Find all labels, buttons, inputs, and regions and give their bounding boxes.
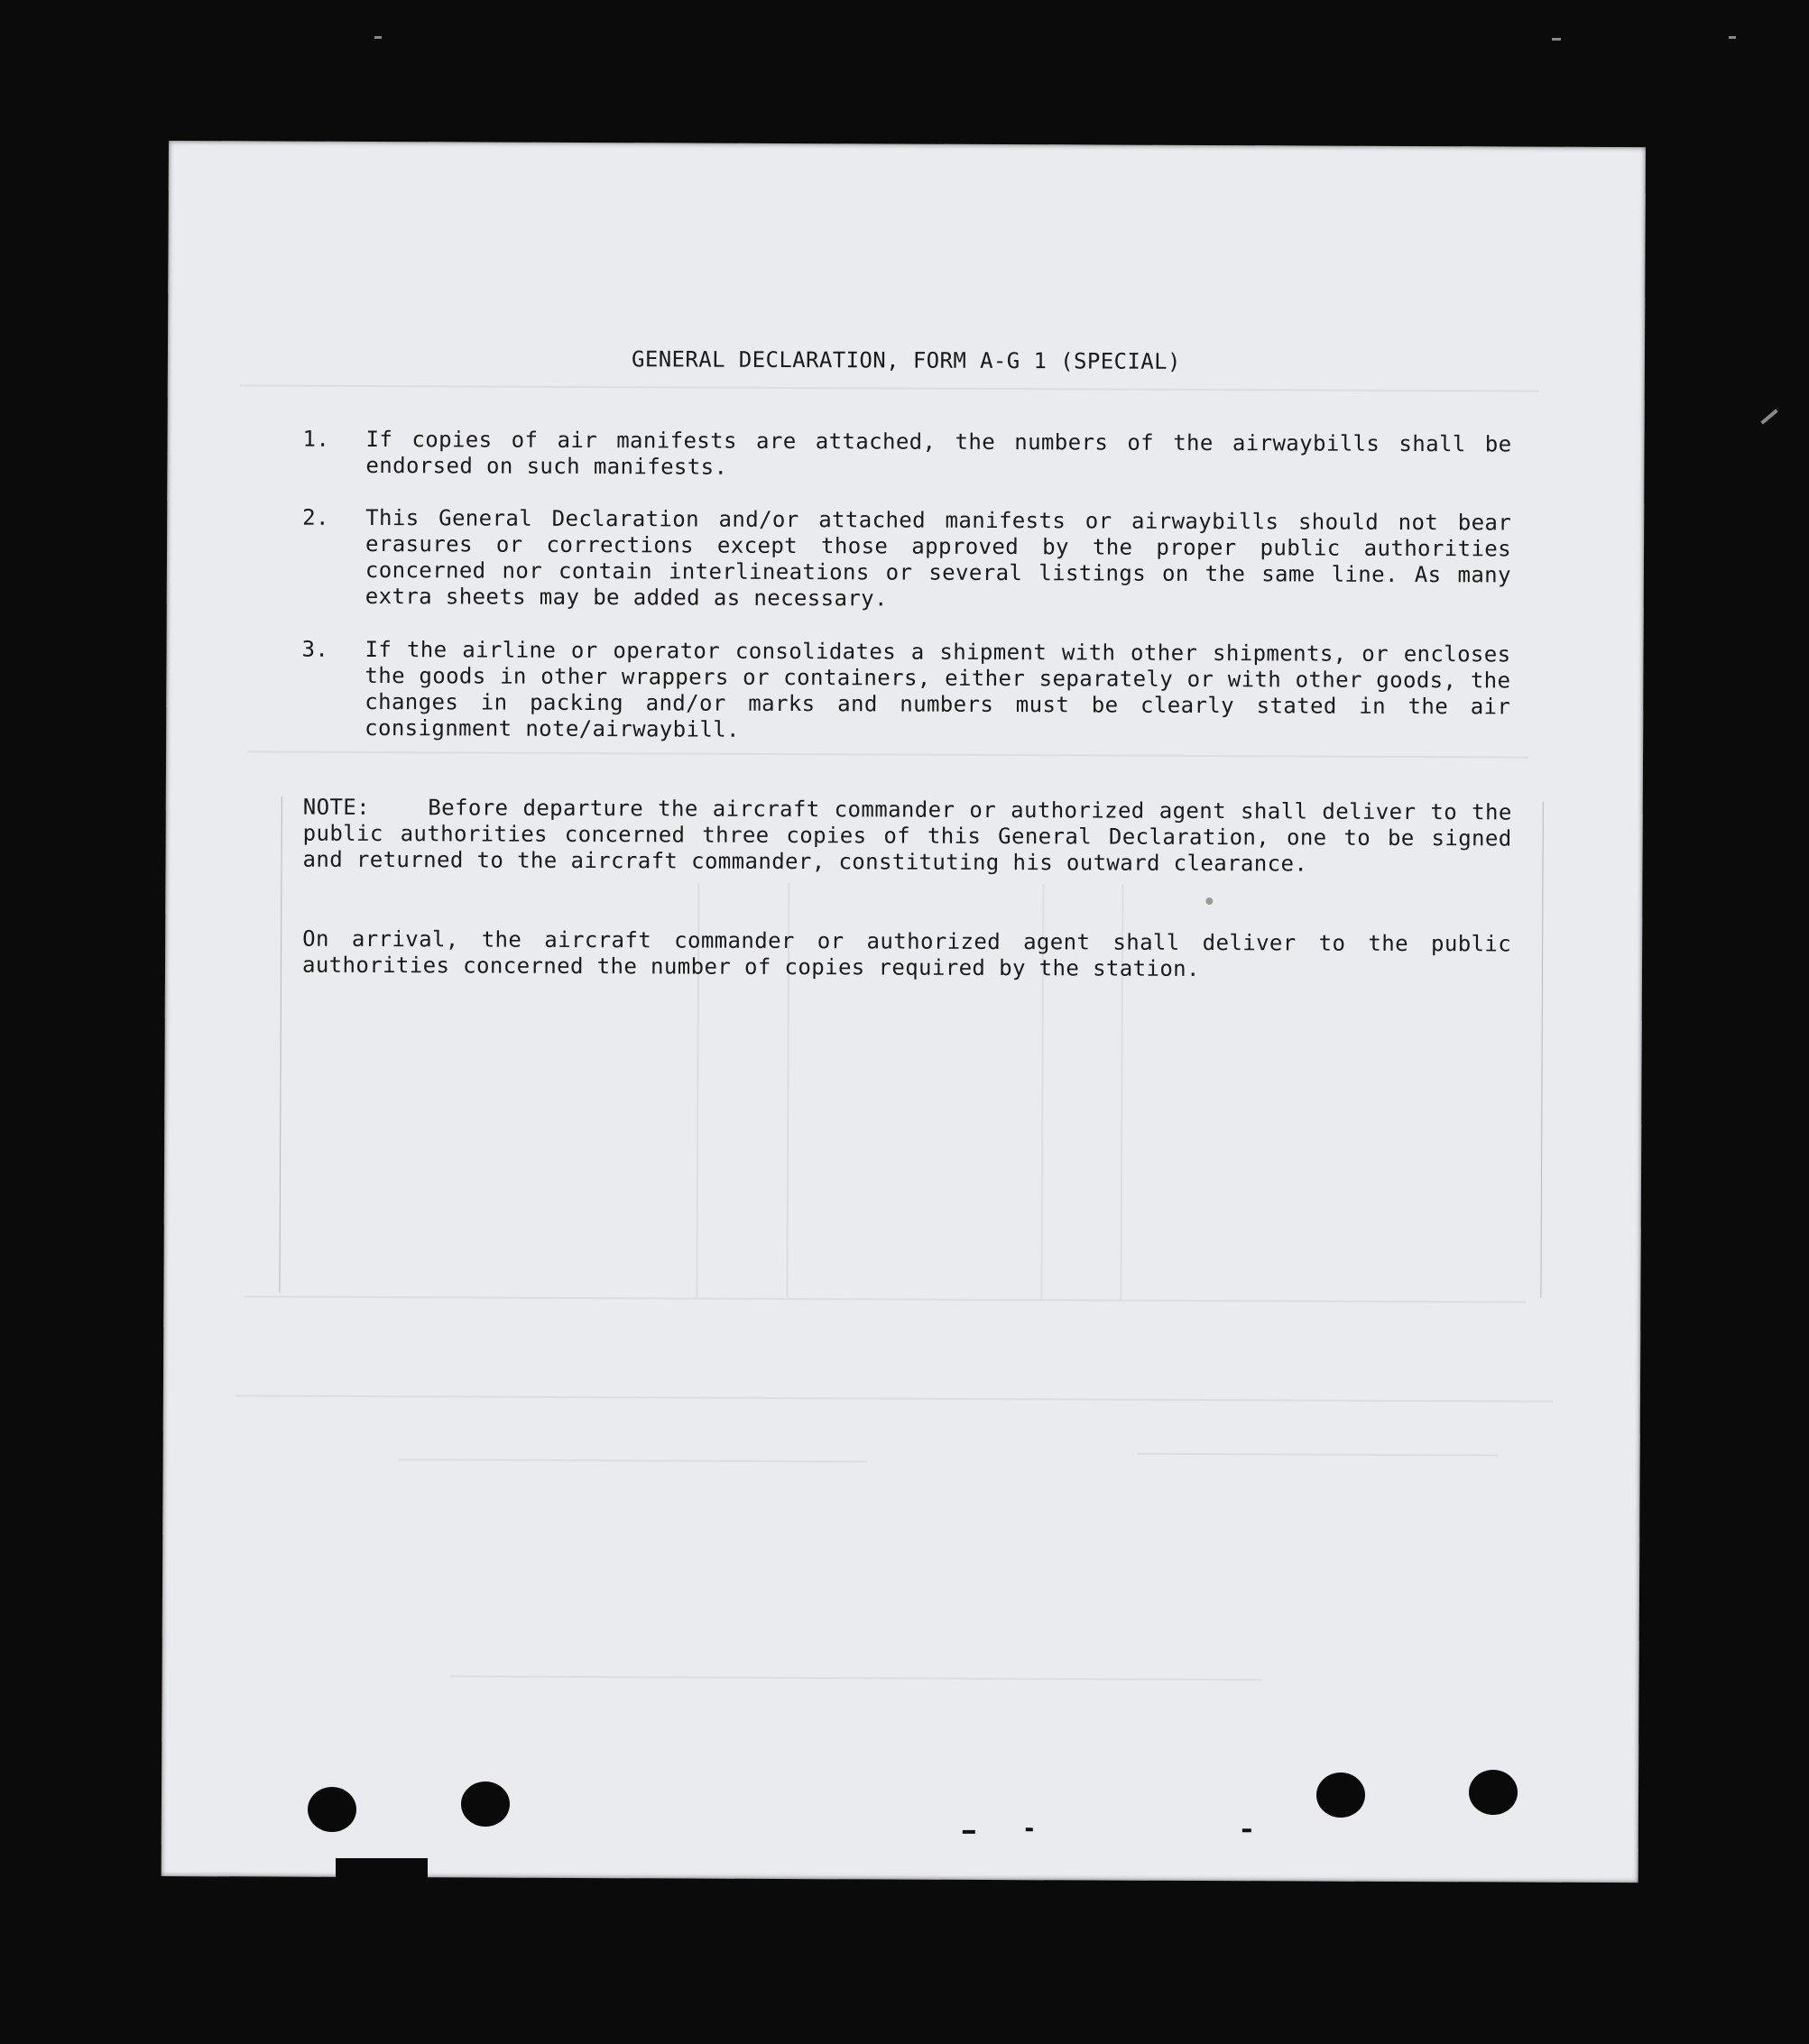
item-text: This General Declaration and/or attached manifests or airwaybills should not bear erasures or corrections except those approved by the proper public authorities concerned nor contain interlineations or several listings on the same line. As many extra sheets may be added as necessary. [365, 504, 1512, 612]
list-item [302, 427, 1511, 484]
scan-edge-mark [1760, 409, 1777, 424]
binding-tab [336, 1858, 428, 1882]
note-paragraph-departure: NOTE: Before departure the aircraft commander or authorized agent shall deliver to the public authorities concerned three copies of this General Declaration, one to be signed and returned to the aircraft commander, constituting his outward clearance. [302, 794, 1526, 877]
ink-speck [963, 1830, 975, 1834]
ink-speck [1205, 898, 1213, 905]
punch-hole [461, 1782, 510, 1827]
scan-edge-mark [374, 36, 382, 39]
ink-speck [1242, 1828, 1251, 1832]
ink-speck [1026, 1828, 1033, 1831]
punch-hole [1316, 1772, 1365, 1818]
item-number: 2. [302, 504, 329, 530]
paper-sheet [162, 141, 1646, 1883]
punch-hole [308, 1787, 356, 1832]
item-number: 1. [302, 426, 330, 452]
item-number: 3. [301, 636, 329, 662]
document-title: GENERAL DECLARATION, FORM A-G 1 (SPECIAL) [631, 346, 1181, 374]
list-item [301, 637, 1510, 747]
punch-hole [1469, 1770, 1518, 1815]
scan-edge-mark [1729, 36, 1736, 39]
list-item [302, 505, 1511, 615]
item-text: If copies of air manifests are attached, the numbers of the airwaybills shall be endorsed on such manifests. [365, 426, 1512, 480]
scan-edge-mark [1552, 38, 1561, 41]
note-paragraph-arrival: On arrival, the aircraft commander or authorized agent shall deliver to the public authorities concerned the number of copies required by the station. [301, 925, 1512, 981]
item-text: If the airline or operator consolidates a shipment with other shipments, or encloses the goods in other wrappers or containers, either separately or with other goods, the changes in packing and/or marks and numbers must be clearly stated in the air consignment note/airwaybill. [365, 636, 1511, 742]
